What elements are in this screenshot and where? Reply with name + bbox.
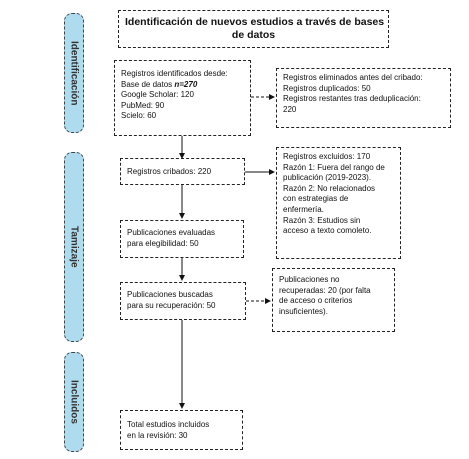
- identified-records-box: [114, 60, 251, 136]
- screened-line-1: Registros cribados: 220: [127, 167, 212, 176]
- removed-records-box: [276, 68, 451, 128]
- excluded-line-3: publicación (2019-2023).: [283, 173, 372, 183]
- eligibility-line-1: Publicaciones evaluadas: [127, 228, 216, 237]
- identified-db-total: n=270: [174, 79, 198, 89]
- phase-identification: [64, 13, 84, 133]
- excluded-line-2: Razón 1: Fuera del rango de: [283, 162, 385, 172]
- phase-screening-label: Tamizaje: [68, 226, 80, 268]
- identified-line-3: Google Scholar: 120: [121, 90, 194, 100]
- excluded-records-box: [276, 147, 401, 259]
- excluded-line-8: acceso a texto comoleto.: [283, 226, 372, 236]
- phase-included: [64, 352, 84, 452]
- diagram-title: [118, 10, 389, 48]
- identified-db-prefix: Base de datos: [121, 79, 175, 89]
- identified-line-5: Scielo: 60: [121, 111, 157, 121]
- included-line-2: en la revisión: 30: [127, 430, 188, 440]
- phase-included-label: Incluidos: [68, 380, 80, 424]
- not-retrieved-line-4: insuficientes).: [279, 306, 328, 316]
- removed-line-1: Registros eliminados antes del cribado:: [283, 73, 423, 82]
- sought-line-1: Publicaciones buscadas: [127, 290, 213, 299]
- identified-line-1: Registros identificados desde:: [121, 69, 228, 78]
- not-retrieved-box: [272, 268, 395, 332]
- included-line-1: Total estudios incluidos: [127, 420, 210, 429]
- included-studies-box: [120, 410, 243, 450]
- eligibility-line-2: para elegibilidad: 50: [127, 238, 199, 248]
- excluded-line-1: Registros excluidos: 170: [283, 152, 371, 161]
- phase-screening: [64, 152, 84, 342]
- excluded-line-5: con estrategias de: [283, 194, 349, 204]
- eligibility-box: [120, 220, 244, 258]
- not-retrieved-line-2: recuperadas: 20 (por falta: [279, 285, 371, 295]
- sought-line-2: para su recuperación: 50: [127, 300, 216, 310]
- removed-line-3: Registros restantes tras deduplicación:: [283, 94, 421, 104]
- excluded-line-6: enfermería.: [283, 204, 324, 214]
- removed-line-2: Registros duplicados: 50: [283, 83, 371, 93]
- title-line-2: de datos: [231, 29, 276, 41]
- not-retrieved-line-3: de acceso o criterios: [279, 296, 353, 306]
- sought-retrieval-box: [120, 282, 246, 320]
- phase-identification-label: Identificación: [68, 40, 80, 106]
- title-line-1: Identificación de nuevos estudios a través de bases: [125, 16, 385, 28]
- identified-line-2: [121, 80, 244, 91]
- removed-line-4: 220: [283, 104, 297, 114]
- identified-line-4: PubMed: 90: [121, 100, 165, 110]
- excluded-line-4: Razón 2: No relacionados: [283, 183, 376, 193]
- not-retrieved-line-1: Publicaciones no: [279, 275, 340, 284]
- excluded-line-7: Razón 3: Estudios sin: [283, 215, 361, 225]
- screened-records-box: [120, 158, 245, 185]
